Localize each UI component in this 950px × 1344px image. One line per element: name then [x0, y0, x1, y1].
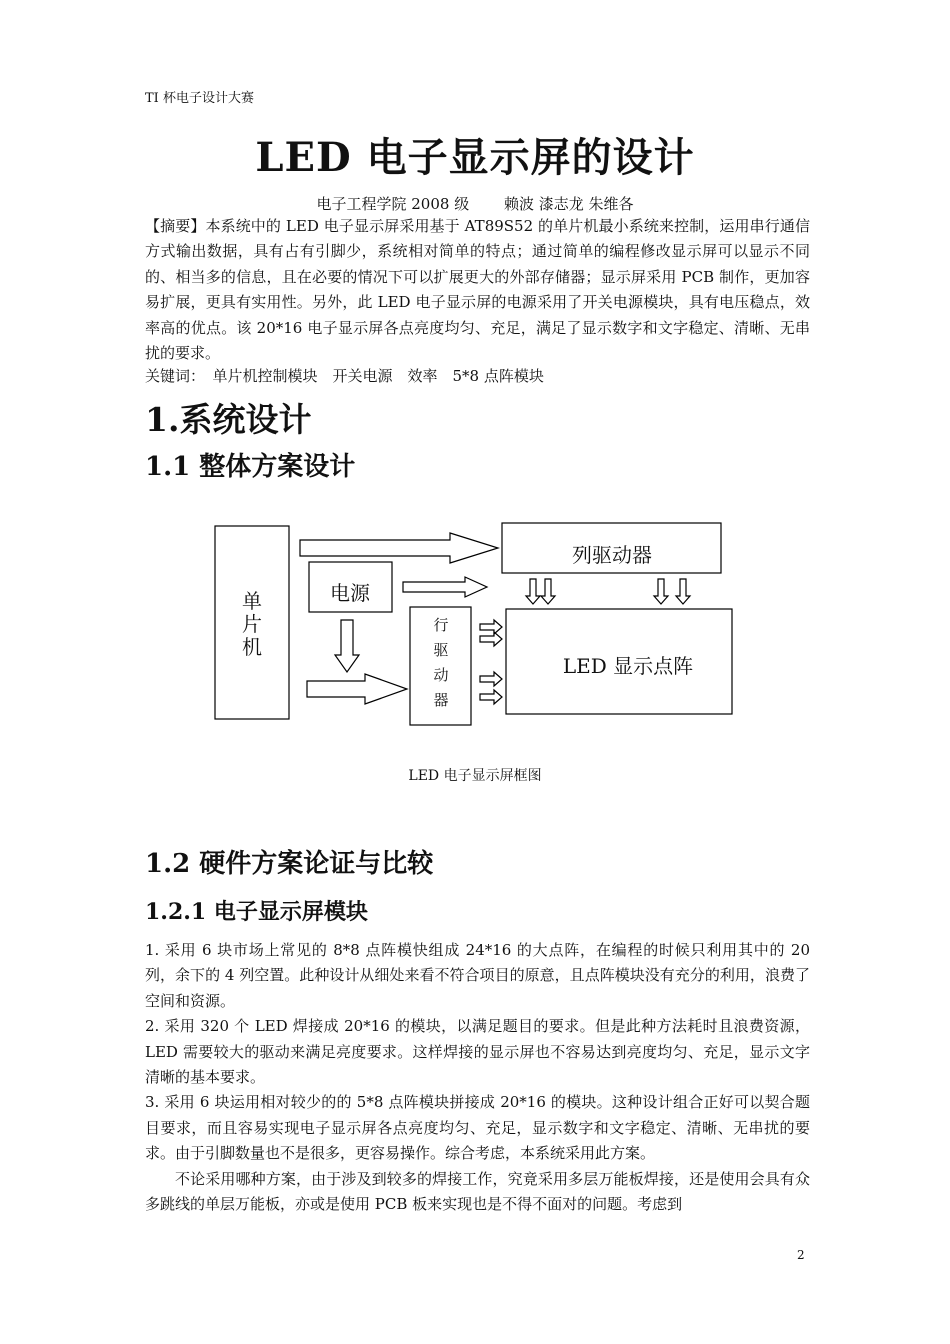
keywords-line: 关键词： 单片机控制模块 开关电源 效率 5*8 点阵模块 — [145, 367, 544, 385]
arrow-power-to-display — [403, 577, 487, 597]
arrow-column-down-4 — [676, 579, 690, 604]
mcu-char-2: 片 — [242, 612, 262, 636]
arrow-column-down-1 — [526, 579, 540, 604]
row-driver-char-2: 驱 — [433, 641, 449, 659]
row-driver-char-4: 器 — [433, 691, 449, 709]
page-header: TI 杯电子设计大赛 — [145, 91, 254, 106]
option-item-1: 1. 采用 6 块市场上常见的 8*8 点阵模快组成 24*16 的大点阵，在编程的时候只利用其中的 20 列，余下的 4 列空置。此种设计从细处来看不符合项目的原意，且点阵模块没有充分的利用，浪费了空间和资源。 — [145, 941, 810, 1010]
mcu-char-3: 机 — [242, 635, 262, 659]
closing-paragraph: 不论采用哪种方案，由于涉及到较多的焊接工作，究竟采用多层万能板焊接，还是使用会具有众多跳线的单层万能板，亦或是使用 PCB 板来实现也是不得不面对的问题。考虑到 — [145, 1169, 810, 1214]
document-title: LED 电子显示屏的设计 — [255, 134, 695, 181]
abstract-paragraph: 【摘要】本系统中的 LED 电子显示屏采用基于 AT89S52 的单片机最小系统来控制，运用串行通信方式输出数据，具有占有引脚少，系统相对简单的特点；通过简单的编程修改显示屏可以显示不同的、相当多的信息，且在必要的情况下可以扩展更大的外部存储器；显示屏采用 PCB 制作，更加容易扩展，更具有实用性。另外，此 LED 电子显示屏的电源采用了开关电源模块，具有电压稳点，效率高的优点。该 20*16 电子显示屏各点亮度均匀、充足，满足了显示数字和文字稳定、清晰、无串扰的要求。 — [145, 217, 810, 363]
arrow-mcu-to-row-driver — [307, 674, 407, 704]
arrow-mcu-to-column-driver — [300, 533, 498, 563]
arrow-power-down — [335, 620, 359, 672]
row-driver-char-1: 行 — [433, 616, 449, 634]
authors-line: 电子工程学院 2008 级 赖波 漆志龙 朱维各 — [316, 195, 634, 213]
row-driver-char-3: 动 — [433, 666, 449, 684]
figure-caption: LED 电子显示屏框图 — [408, 768, 542, 784]
options-list — [145, 938, 810, 1217]
option-item-2: 2. 采用 320 个 LED 焊接成 20*16 的模块，以满足题目的要求。但是此种方法耗时且浪费资源，LED 需要较大的驱动来满足亮度要求。这样焊接的显示屏也不容易达到亮度均匀、充足，显示文字清晰的基本要求。 — [145, 1017, 810, 1087]
led-matrix-label: LED 显示点阵 — [562, 654, 694, 678]
section-heading-hardware: 1.2 硬件方案论证与比较 — [145, 849, 434, 879]
page-number: 2 — [797, 1248, 805, 1262]
mcu-char-1: 单 — [242, 589, 262, 613]
section-heading-overall-scheme: 1.1 整体方案设计 — [145, 452, 356, 482]
column-driver-label: 列驱动器 — [572, 543, 652, 567]
arrow-row-right-1 — [480, 620, 502, 634]
section-heading-display-module: 1.2.1 电子显示屏模块 — [145, 899, 368, 925]
option-item-3: 3. 采用 6 块运用相对较少的的 5*8 点阵模块拼接成 20*16 的模块。这种设计组合正好可以契合题目要求，而且容易实现电子显示屏各点亮度均匀、充足，显示数字和文字稳定、清晰、无串扰的要求。由于引脚数量也不是很多，更容易操作。综合考虑，本系统采用此方案。 — [145, 1093, 810, 1163]
arrow-row-right-2 — [480, 632, 502, 646]
section-heading-system-design: 1.系统设计 — [145, 400, 312, 439]
arrow-column-down-3 — [654, 579, 668, 604]
arrow-row-right-3 — [480, 672, 502, 686]
power-label: 电源 — [330, 581, 370, 605]
arrow-row-right-4 — [480, 690, 502, 704]
arrow-column-down-2 — [541, 579, 555, 604]
